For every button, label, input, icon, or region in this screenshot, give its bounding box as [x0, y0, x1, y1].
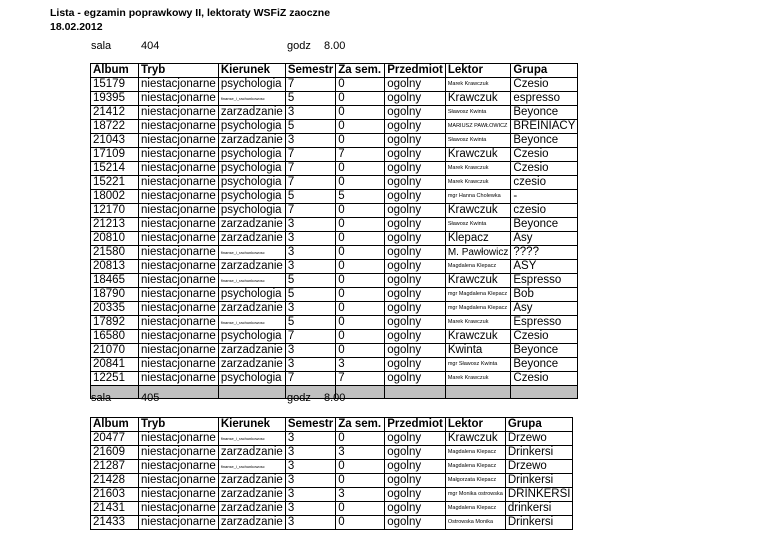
- cell-za-sem: 0: [336, 106, 385, 120]
- cell-album: 21412: [91, 106, 139, 120]
- cell-semestr: 7: [285, 372, 335, 386]
- header-grupa: Grupa: [505, 418, 573, 432]
- cell-semestr: 7: [285, 162, 335, 176]
- cell-album: 20335: [91, 302, 139, 316]
- cell-przedmiot: ogolny: [385, 344, 446, 358]
- cell-tryb: niestacjonarne: [139, 106, 219, 120]
- cell-tryb: niestacjonarne: [139, 148, 219, 162]
- cell-lektor: Magdalena Klepacz: [445, 446, 505, 460]
- cell-grupa: Drinkersi: [505, 474, 573, 488]
- header-kierunek: Kierunek: [218, 64, 285, 78]
- header-lektor: Lektor: [445, 418, 505, 432]
- table-row: [91, 260, 578, 274]
- cell-album: 15179: [91, 78, 139, 92]
- cell-semestr: 3: [285, 302, 335, 316]
- exam-table-sala-405: [90, 417, 573, 530]
- cell-przedmiot: ogolny: [385, 260, 446, 274]
- cell-tryb: niestacjonarne: [139, 330, 219, 344]
- cell-lektor: Kwinta: [445, 344, 511, 358]
- cell-za-sem: 0: [336, 460, 385, 474]
- cell-kierunek: zarzadzanie: [218, 260, 285, 274]
- cell-przedmiot: ogolny: [385, 288, 446, 302]
- document-date: 18.02.2012: [50, 21, 103, 33]
- cell-za-sem: 7: [336, 148, 385, 162]
- cell-album: 18002: [91, 190, 139, 204]
- cell-kierunek: zarzadzanie: [218, 232, 285, 246]
- table-row: [91, 232, 578, 246]
- cell-kierunek: zarzadzanie: [218, 218, 285, 232]
- cell-grupa: Drinkersi: [505, 516, 573, 530]
- cell-tryb: niestacjonarne: [139, 516, 219, 530]
- cell-za-sem: 0: [336, 330, 385, 344]
- table-row: [91, 120, 578, 134]
- cell-tryb: niestacjonarne: [139, 372, 219, 386]
- cell-tryb: niestacjonarne: [139, 78, 219, 92]
- cell-grupa: czesio: [511, 176, 578, 190]
- table-row: [91, 460, 573, 474]
- cell-za-sem: 0: [336, 176, 385, 190]
- cell-tryb: niestacjonarne: [139, 358, 219, 372]
- sala-value-1: 404: [141, 40, 160, 52]
- godz-label-1: godz: [287, 40, 311, 52]
- table-row: [91, 148, 578, 162]
- cell-grupa: Bob: [511, 288, 578, 302]
- cell-album: 12251: [91, 372, 139, 386]
- cell-semestr: 7: [285, 204, 335, 218]
- cell-semestr: 3: [285, 246, 335, 260]
- cell-grupa: Czesio: [511, 330, 578, 344]
- cell-kierunek: finanse_i_rachunkowosc: [218, 432, 285, 446]
- cell-przedmiot: ogolny: [385, 460, 446, 474]
- cell-lektor: Marek Krawczuk: [445, 162, 511, 176]
- table-row: [91, 316, 578, 330]
- cell-grupa: Drzewo: [505, 432, 573, 446]
- cell-przedmiot: ogolny: [385, 446, 446, 460]
- sala-label-1: sala: [91, 40, 112, 52]
- table-row: [91, 106, 578, 120]
- cell-album: 21043: [91, 134, 139, 148]
- cell-tryb: niestacjonarne: [139, 232, 219, 246]
- cell-album: 21580: [91, 246, 139, 260]
- cell-lektor: Marek Krawczuk: [445, 78, 511, 92]
- cell-przedmiot: ogolny: [385, 502, 446, 516]
- cell-grupa: Beyonce: [511, 134, 578, 148]
- cell-tryb: niestacjonarne: [139, 502, 219, 516]
- table-row: [91, 176, 578, 190]
- header-tryb: Tryb: [139, 418, 219, 432]
- cell-tryb: niestacjonarne: [139, 302, 219, 316]
- cell-album: 20810: [91, 232, 139, 246]
- cell-album: 18790: [91, 288, 139, 302]
- table-row: [91, 474, 573, 488]
- header-tryb: Tryb: [139, 64, 219, 78]
- cell-kierunek: psychologia: [218, 204, 285, 218]
- cell-album: 15214: [91, 162, 139, 176]
- table-row: [91, 274, 578, 288]
- cell-kierunek: finanse_i_rachunkowosc: [218, 246, 285, 260]
- cell-semestr: 7: [285, 78, 335, 92]
- cell-semestr: 5: [285, 288, 335, 302]
- cell-grupa: Czesio: [511, 162, 578, 176]
- cell-przedmiot: ogolny: [385, 134, 446, 148]
- cell-kierunek: zarzadzanie: [218, 488, 285, 502]
- cell-grupa: Espresso: [511, 274, 578, 288]
- table-row: [91, 302, 578, 316]
- cell-semestr: 3: [285, 474, 335, 488]
- cell-kierunek: zarzadzanie: [218, 344, 285, 358]
- cell-tryb: niestacjonarne: [139, 488, 219, 502]
- header-semestr: Semestr: [285, 64, 335, 78]
- header-kierunek: Kierunek: [218, 418, 285, 432]
- cell-tryb: niestacjonarne: [139, 344, 219, 358]
- cell-grupa: Beyonce: [511, 106, 578, 120]
- cell-grupa: espresso: [511, 92, 578, 106]
- cell-tryb: niestacjonarne: [139, 134, 219, 148]
- cell-przedmiot: ogolny: [385, 432, 446, 446]
- cell-za-sem: 0: [336, 78, 385, 92]
- cell-lektor: Marek Krawczuk: [445, 372, 511, 386]
- sala-label-2: sala: [91, 392, 112, 404]
- cell-album: 18465: [91, 274, 139, 288]
- table-row: [91, 372, 578, 386]
- cell-tryb: niestacjonarne: [139, 162, 219, 176]
- cell-przedmiot: ogolny: [385, 516, 446, 530]
- cell-kierunek: finanse_i_rachunkowosc: [218, 316, 285, 330]
- header-grupa: Grupa: [511, 64, 578, 78]
- cell-tryb: niestacjonarne: [139, 246, 219, 260]
- cell-lektor: mgr Sławosz Kwinta: [445, 358, 511, 372]
- cell-grupa: Beyonce: [511, 218, 578, 232]
- table-row: [91, 218, 578, 232]
- godz-value-2: 8.00: [324, 392, 346, 404]
- cell-semestr: 5: [285, 316, 335, 330]
- header-za-sem: Za sem.: [336, 418, 385, 432]
- cell-tryb: niestacjonarne: [139, 446, 219, 460]
- cell-za-sem: 0: [336, 288, 385, 302]
- cell-kierunek: psychologia: [218, 120, 285, 134]
- cell-za-sem: 7: [336, 372, 385, 386]
- cell-przedmiot: ogolny: [385, 190, 446, 204]
- cell-tryb: niestacjonarne: [139, 288, 219, 302]
- table-row: [91, 358, 578, 372]
- cell-lektor: Magdalena Klepacz: [445, 502, 505, 516]
- header-przedmiot: Przedmiot: [385, 64, 446, 78]
- cell-album: 21431: [91, 502, 139, 516]
- cell-semestr: 3: [285, 232, 335, 246]
- cell-kierunek: zarzadzanie: [218, 106, 285, 120]
- header-album: Album: [91, 418, 139, 432]
- cell-za-sem: 5: [336, 190, 385, 204]
- cell-za-sem: 0: [336, 316, 385, 330]
- cell-tryb: niestacjonarne: [139, 190, 219, 204]
- cell-kierunek: finanse_i_rachunkowosc: [218, 92, 285, 106]
- cell-semestr: 3: [285, 344, 335, 358]
- cell-grupa: BREINIACY: [511, 120, 578, 134]
- cell-za-sem: 0: [336, 246, 385, 260]
- cell-za-sem: 0: [336, 432, 385, 446]
- cell-kierunek: finanse_i_rachunkowosc: [218, 460, 285, 474]
- cell-za-sem: 3: [336, 358, 385, 372]
- cell-semestr: 3: [285, 432, 335, 446]
- cell-przedmiot: ogolny: [385, 358, 446, 372]
- cell-lektor: Krawczuk: [445, 204, 511, 218]
- table-row: [91, 190, 578, 204]
- table-row: [91, 344, 578, 358]
- cell-kierunek: zarzadzanie: [218, 502, 285, 516]
- cell-grupa: czesio: [511, 204, 578, 218]
- cell-semestr: 7: [285, 148, 335, 162]
- cell-album: 21433: [91, 516, 139, 530]
- cell-album: 20477: [91, 432, 139, 446]
- cell-za-sem: 0: [336, 218, 385, 232]
- table-row: [91, 502, 573, 516]
- cell-album: 19395: [91, 92, 139, 106]
- cell-tryb: niestacjonarne: [139, 204, 219, 218]
- cell-semestr: 3: [285, 488, 335, 502]
- cell-kierunek: psychologia: [218, 288, 285, 302]
- cell-album: 21609: [91, 446, 139, 460]
- cell-kierunek: zarzadzanie: [218, 474, 285, 488]
- header-za-sem: Za sem.: [336, 64, 385, 78]
- cell-grupa: Drinkersi: [505, 446, 573, 460]
- cell-album: 20841: [91, 358, 139, 372]
- cell-grupa: Asy: [511, 302, 578, 316]
- cell-kierunek: finanse_i_rachunkowosc: [218, 274, 285, 288]
- cell-lektor: Ostrowska Monika: [445, 516, 505, 530]
- cell-przedmiot: ogolny: [385, 372, 446, 386]
- cell-przedmiot: ogolny: [385, 176, 446, 190]
- cell-lektor: Marek Krawczuk: [445, 316, 511, 330]
- cell-lektor: Marek Krawczuk: [445, 176, 511, 190]
- header-semestr: Semestr: [285, 418, 335, 432]
- shaded-cell: [511, 386, 578, 399]
- shaded-cell: [218, 386, 285, 399]
- table-header-row: [91, 64, 578, 78]
- cell-semestr: 7: [285, 330, 335, 344]
- cell-za-sem: 0: [336, 204, 385, 218]
- cell-za-sem: 0: [336, 134, 385, 148]
- cell-semestr: 7: [285, 176, 335, 190]
- cell-semestr: 5: [285, 274, 335, 288]
- cell-lektor: Krawczuk: [445, 148, 511, 162]
- cell-przedmiot: ogolny: [385, 204, 446, 218]
- cell-tryb: niestacjonarne: [139, 218, 219, 232]
- cell-za-sem: 0: [336, 92, 385, 106]
- cell-za-sem: 0: [336, 344, 385, 358]
- cell-lektor: mgr Monika ostrowska: [445, 488, 505, 502]
- cell-przedmiot: ogolny: [385, 330, 446, 344]
- cell-kierunek: zarzadzanie: [218, 134, 285, 148]
- table-row: [91, 162, 578, 176]
- cell-semestr: 3: [285, 446, 335, 460]
- cell-tryb: niestacjonarne: [139, 260, 219, 274]
- cell-za-sem: 0: [336, 260, 385, 274]
- table-row: [91, 92, 578, 106]
- cell-przedmiot: ogolny: [385, 302, 446, 316]
- cell-przedmiot: ogolny: [385, 218, 446, 232]
- header-przedmiot: Przedmiot: [385, 418, 446, 432]
- cell-semestr: 5: [285, 190, 335, 204]
- cell-album: 17109: [91, 148, 139, 162]
- cell-lektor: Sławosz Kwinta: [445, 218, 511, 232]
- cell-za-sem: 0: [336, 502, 385, 516]
- cell-przedmiot: ogolny: [385, 120, 446, 134]
- cell-grupa: Asy: [511, 232, 578, 246]
- cell-przedmiot: ogolny: [385, 232, 446, 246]
- cell-lektor: Magdalena Klepacz: [445, 460, 505, 474]
- document-title: Lista - egzamin poprawkowy II, lektoraty WSFiZ zaoczne: [50, 7, 331, 19]
- cell-grupa: Czesio: [511, 148, 578, 162]
- cell-tryb: niestacjonarne: [139, 316, 219, 330]
- cell-lektor: Krawczuk: [445, 432, 505, 446]
- cell-lektor: mgr Magdalena Klepacz: [445, 288, 511, 302]
- cell-za-sem: 0: [336, 516, 385, 530]
- cell-lektor: M. Pawłowicz: [445, 246, 511, 260]
- cell-grupa: Espresso: [511, 316, 578, 330]
- cell-album: 21070: [91, 344, 139, 358]
- cell-semestr: 3: [285, 260, 335, 274]
- cell-przedmiot: ogolny: [385, 474, 446, 488]
- cell-przedmiot: ogolny: [385, 78, 446, 92]
- cell-kierunek: zarzadzanie: [218, 516, 285, 530]
- cell-za-sem: 0: [336, 302, 385, 316]
- cell-album: 16580: [91, 330, 139, 344]
- table-row: [91, 516, 573, 530]
- cell-grupa: drinkersi: [505, 502, 573, 516]
- cell-semestr: 3: [285, 358, 335, 372]
- cell-przedmiot: ogolny: [385, 92, 446, 106]
- cell-lektor: Sławosz Kwinta: [445, 106, 511, 120]
- cell-grupa: Beyonce: [511, 358, 578, 372]
- cell-grupa: ASY: [511, 260, 578, 274]
- cell-semestr: 3: [285, 218, 335, 232]
- godz-label-2: godz: [287, 392, 311, 404]
- cell-lektor: Magdalena Klepacz: [445, 260, 511, 274]
- cell-lektor: Krawczuk: [445, 330, 511, 344]
- table-row: [91, 204, 578, 218]
- cell-lektor: Krawczuk: [445, 274, 511, 288]
- cell-grupa: Czesio: [511, 78, 578, 92]
- cell-semestr: 3: [285, 134, 335, 148]
- cell-za-sem: 0: [336, 232, 385, 246]
- cell-grupa: -: [511, 190, 578, 204]
- cell-kierunek: psychologia: [218, 176, 285, 190]
- cell-lektor: Małgorzata Klepacz: [445, 474, 505, 488]
- cell-semestr: 3: [285, 460, 335, 474]
- cell-tryb: niestacjonarne: [139, 432, 219, 446]
- sala-value-2: 405: [141, 392, 160, 404]
- cell-przedmiot: ogolny: [385, 316, 446, 330]
- shaded-cell: [385, 386, 446, 399]
- cell-przedmiot: ogolny: [385, 488, 446, 502]
- table-row: [91, 134, 578, 148]
- cell-kierunek: zarzadzanie: [218, 446, 285, 460]
- cell-album: 21213: [91, 218, 139, 232]
- cell-lektor: mgr Magdalena Klepacz: [445, 302, 511, 316]
- cell-tryb: niestacjonarne: [139, 92, 219, 106]
- cell-lektor: Klepacz: [445, 232, 511, 246]
- cell-album: 21428: [91, 474, 139, 488]
- table-row: [91, 432, 573, 446]
- cell-za-sem: 0: [336, 162, 385, 176]
- cell-kierunek: psychologia: [218, 190, 285, 204]
- cell-przedmiot: ogolny: [385, 246, 446, 260]
- cell-grupa: Czesio: [511, 372, 578, 386]
- cell-tryb: niestacjonarne: [139, 474, 219, 488]
- cell-semestr: 3: [285, 106, 335, 120]
- cell-kierunek: psychologia: [218, 372, 285, 386]
- table-row: [91, 288, 578, 302]
- cell-za-sem: 0: [336, 274, 385, 288]
- cell-przedmiot: ogolny: [385, 162, 446, 176]
- cell-album: 18722: [91, 120, 139, 134]
- cell-przedmiot: ogolny: [385, 274, 446, 288]
- cell-grupa: Drzewo: [505, 460, 573, 474]
- cell-za-sem: 3: [336, 446, 385, 460]
- cell-lektor: MARIUSZ PAWŁOWICZ: [445, 120, 511, 134]
- cell-lektor: mgr Hanna Cholewka: [445, 190, 511, 204]
- cell-semestr: 5: [285, 120, 335, 134]
- cell-album: 21287: [91, 460, 139, 474]
- cell-grupa: DRINKERSI: [505, 488, 573, 502]
- cell-tryb: niestacjonarne: [139, 120, 219, 134]
- header-album: Album: [91, 64, 139, 78]
- cell-kierunek: psychologia: [218, 330, 285, 344]
- cell-przedmiot: ogolny: [385, 148, 446, 162]
- exam-table-sala-404: [90, 63, 578, 399]
- cell-kierunek: zarzadzanie: [218, 302, 285, 316]
- cell-lektor: Sławosz Kwinta: [445, 134, 511, 148]
- table-row: [91, 246, 578, 260]
- table-row: [91, 78, 578, 92]
- cell-semestr: 3: [285, 502, 335, 516]
- table-row: [91, 330, 578, 344]
- cell-semestr: 5: [285, 92, 335, 106]
- cell-za-sem: 0: [336, 474, 385, 488]
- cell-album: 21603: [91, 488, 139, 502]
- cell-za-sem: 3: [336, 488, 385, 502]
- cell-lektor: Krawczuk: [445, 92, 511, 106]
- cell-album: 12170: [91, 204, 139, 218]
- cell-album: 20813: [91, 260, 139, 274]
- table-header-row: [91, 418, 573, 432]
- cell-semestr: 3: [285, 516, 335, 530]
- shaded-cell: [445, 386, 511, 399]
- cell-kierunek: psychologia: [218, 148, 285, 162]
- cell-tryb: niestacjonarne: [139, 460, 219, 474]
- table-row: [91, 488, 573, 502]
- cell-grupa: ????: [511, 246, 578, 260]
- cell-kierunek: psychologia: [218, 78, 285, 92]
- cell-album: 15221: [91, 176, 139, 190]
- cell-kierunek: zarzadzanie: [218, 358, 285, 372]
- cell-tryb: niestacjonarne: [139, 176, 219, 190]
- cell-album: 17892: [91, 316, 139, 330]
- cell-grupa: Beyonce: [511, 344, 578, 358]
- cell-za-sem: 0: [336, 120, 385, 134]
- godz-value-1: 8.00: [324, 40, 346, 52]
- cell-przedmiot: ogolny: [385, 106, 446, 120]
- header-lektor: Lektor: [445, 64, 511, 78]
- cell-tryb: niestacjonarne: [139, 274, 219, 288]
- table-row: [91, 446, 573, 460]
- cell-kierunek: psychologia: [218, 162, 285, 176]
